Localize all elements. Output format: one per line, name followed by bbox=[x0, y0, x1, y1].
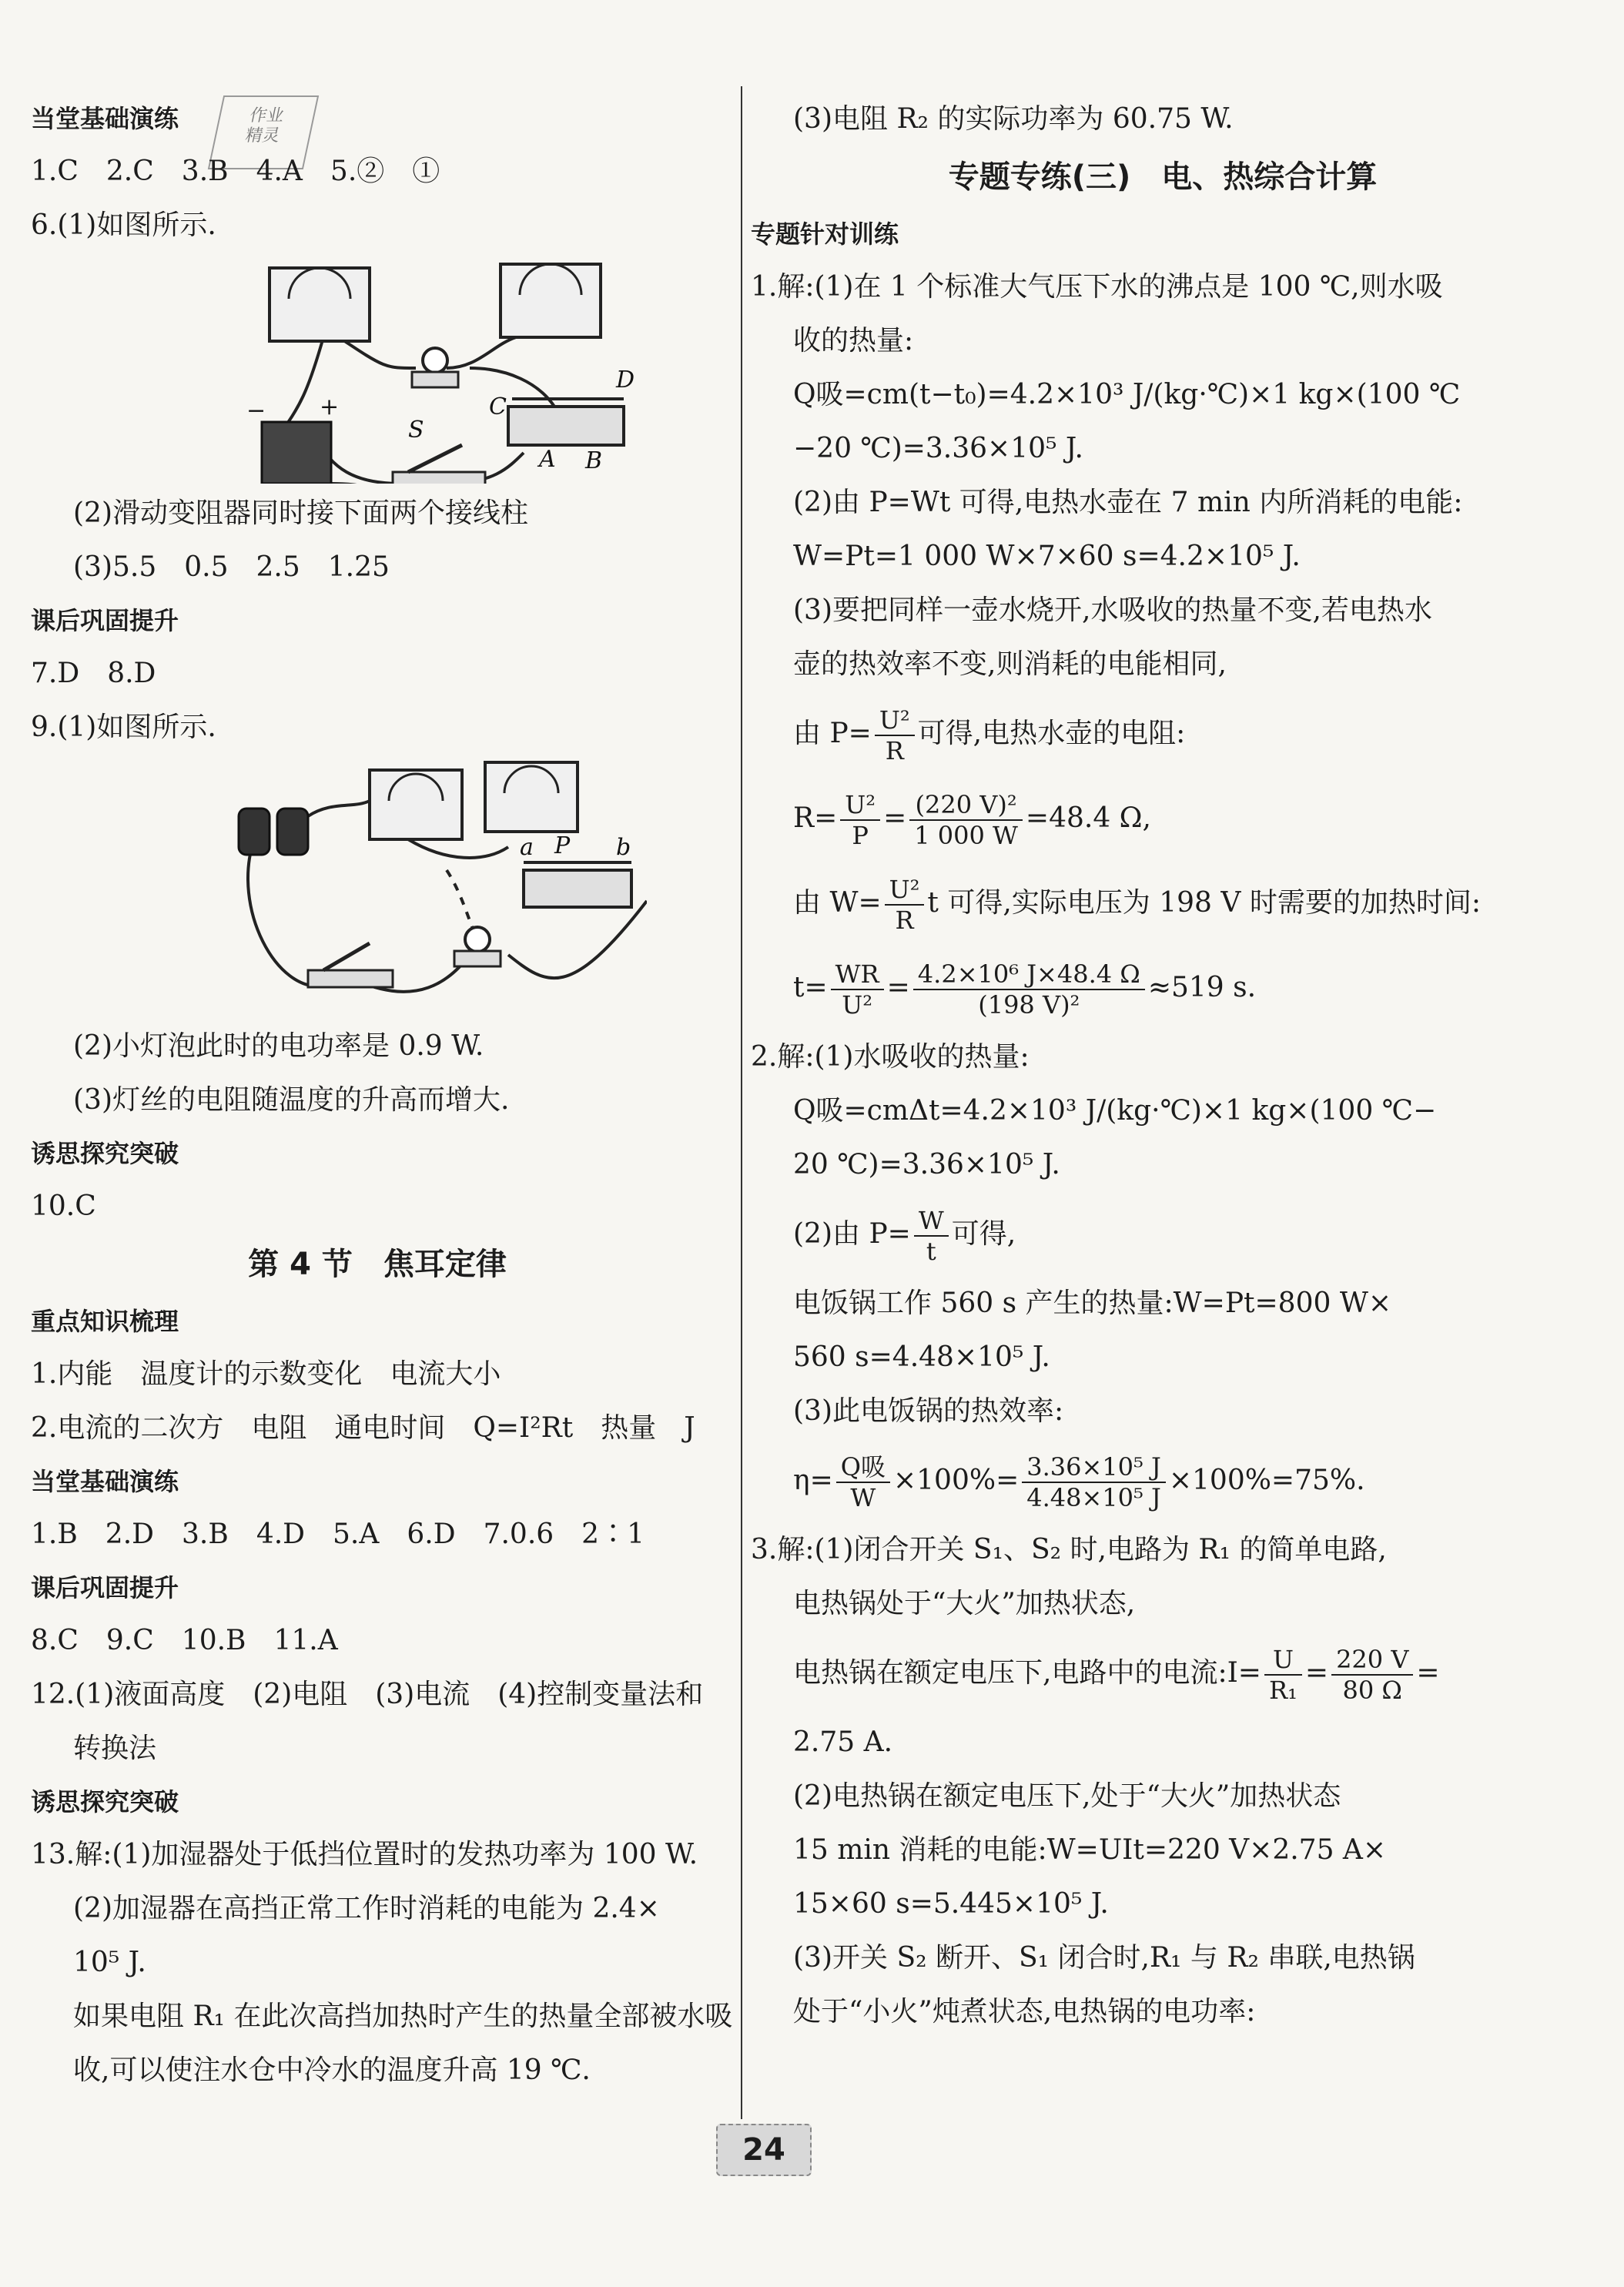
text-line: 电饭锅工作 560 s 产生的热量:W=Pt=800 W× bbox=[793, 1287, 1391, 1319]
text-line: 转换法 bbox=[73, 1733, 157, 1764]
text-line: 13.解:(1)加湿器处于低挡位置时的发热功率为 100 W. bbox=[31, 1839, 698, 1870]
battery-cell-icon bbox=[239, 809, 270, 855]
fig2 bbox=[216, 755, 724, 1020]
text-line: 560 s=4.48×10⁵ J. bbox=[793, 1341, 1050, 1373]
text-line: 收的热量: bbox=[793, 325, 914, 357]
text-line: 8.C 9.C 10.B 11.A bbox=[31, 1625, 338, 1656]
text-line: 2.解:(1)水吸收的热量: bbox=[751, 1041, 1030, 1073]
label-p: P bbox=[554, 832, 571, 859]
text-line: (3)此电饭锅的热效率: bbox=[793, 1395, 1064, 1427]
battery-cell-icon-2 bbox=[277, 809, 308, 855]
column-divider bbox=[741, 86, 742, 2119]
text-line: 9.(1)如图所示. bbox=[31, 712, 216, 743]
fraction: $\frac{\text{(220 V)²}}{1 000 W}$ bbox=[909, 790, 1023, 850]
fraction: $\frac{220 V}{80 \Omega}$ bbox=[1331, 1645, 1413, 1705]
text-line: (2)滑动变阻器同时接下面两个接线柱 bbox=[73, 497, 528, 529]
page-number: 24 bbox=[716, 2124, 812, 2176]
text-line: 收,可以使注水仓中冷水的温度升高 19 ℃. bbox=[73, 2054, 591, 2086]
fig1 bbox=[216, 253, 724, 487]
label-minus: − bbox=[246, 397, 266, 424]
text-line: (3)要把同样一壶水烧开,水吸收的热量不变,若电热水 bbox=[793, 594, 1432, 626]
label-b: b bbox=[616, 834, 631, 861]
text-line: 处于“小火”炖煮状态,电热锅的电功率: bbox=[793, 1996, 1256, 2027]
lamp-icon bbox=[465, 927, 490, 952]
text-line: 7.D 8.D bbox=[31, 658, 156, 689]
label-plus: + bbox=[320, 393, 340, 420]
label-b: B bbox=[585, 447, 603, 474]
section-title: 专题专练(三) 电、热综合计算 bbox=[948, 159, 1378, 195]
switch-icon bbox=[393, 472, 485, 484]
text-line: 3.解:(1)闭合开关 S₁、S₂ 时,电路为 R₁ 的简单电路, bbox=[751, 1534, 1387, 1565]
fraction: $\frac{W}{t}$ bbox=[914, 1206, 949, 1266]
text-line: −20 ℃)=3.36×10⁵ J. bbox=[793, 433, 1083, 464]
formula-f4: t= $\frac{WR}{\text{U²}}$ = $\frac{\text{4.2×10⁶ J×48.4 Ω}}{\text{(198 V)²}}$ ≈519 s. bbox=[793, 959, 1257, 1020]
text-line: 12.(1)液面高度 (2)电阻 (3)电流 (4)控制变量法和 bbox=[31, 1679, 704, 1710]
stamp-logo: 作业 精灵 bbox=[208, 95, 319, 169]
text-line: 10.C bbox=[31, 1190, 96, 1222]
section-heading: 诱思探究突破 bbox=[31, 1787, 179, 1817]
text-line: 20 ℃)=3.36×10⁵ J. bbox=[793, 1149, 1060, 1180]
text-line: Q吸=cmΔt=4.2×10³ J/(kg·℃)×1 kg×(100 ℃− bbox=[793, 1095, 1437, 1127]
text-line: 6.(1)如图所示. bbox=[31, 209, 216, 241]
fraction: $\frac{\text{U²}}{R}$ bbox=[875, 705, 915, 765]
fraction: $\frac{\text{U²}}{R}$ bbox=[885, 875, 925, 935]
left-column bbox=[31, 92, 733, 2098]
fraction: $\frac{U}{\text{R₁}}$ bbox=[1264, 1645, 1302, 1705]
fraction: $\frac{\text{Q吸}}{W}$ bbox=[836, 1452, 890, 1512]
voltmeter-icon bbox=[501, 264, 601, 337]
text-line: (2)小灯泡此时的电功率是 0.9 W. bbox=[73, 1030, 484, 1062]
text-line: (3)电阻 R₂ 的实际功率为 60.75 W. bbox=[793, 103, 1234, 135]
right-column bbox=[751, 92, 1575, 2039]
voltmeter-icon bbox=[485, 762, 578, 832]
text-line: (2)加湿器在高挡正常工作时消耗的电能为 2.4× bbox=[73, 1893, 660, 1924]
text-line: Q吸=cm(t−t₀)=4.2×10³ J/(kg·℃)×1 kg×(100 ℃ bbox=[793, 379, 1461, 410]
battery-icon bbox=[262, 422, 331, 484]
text-line: (2)由 P=Wt 可得,电热水壶在 7 min 内所消耗的电能: bbox=[793, 487, 1463, 518]
section-heading: 当堂基础演练 bbox=[31, 1467, 179, 1496]
switch-icon bbox=[308, 970, 393, 987]
formula-f2: R= $\frac{\text{U²}}{P}$ = $\frac{\text{(220 V)²}}{1 000 W}$ =48.4 Ω, bbox=[793, 790, 1151, 850]
formula-f3: 由 W= $\frac{\text{U²}}{R}$ t 可得,实际电压为 198 V 时需要的加热时间: bbox=[793, 875, 1481, 935]
text-line: (3)5.5 0.5 2.5 1.25 bbox=[73, 551, 390, 583]
text-line: 10⁵ J. bbox=[73, 1947, 146, 1978]
text-line: 如果电阻 R₁ 在此次高挡加热时产生的热量全部被水吸 bbox=[73, 2001, 733, 2032]
text-line: 2.75 A. bbox=[793, 1726, 893, 1758]
text-line: 壶的热效率不变,则消耗的电能相同, bbox=[793, 648, 1227, 680]
ammeter-icon bbox=[370, 770, 462, 839]
formula-f7: 电热锅在额定电压下,电路中的电流:I= $\frac{U}{\text{R₁}}$ = $\frac{220 V}{80 \Omega}$ = bbox=[793, 1645, 1440, 1705]
text-line: W=Pt=1 000 W×7×60 s=4.2×10⁵ J. bbox=[793, 541, 1301, 572]
text-line: 电热锅处于“大火”加热状态, bbox=[793, 1588, 1136, 1619]
text-line: 15 min 消耗的电能:W=UIt=220 V×2.75 A× bbox=[793, 1834, 1387, 1866]
fraction: $\frac{\text{4.2×10⁶ J×48.4 Ω}}{\text{(198 V)²}}$ bbox=[913, 959, 1145, 1020]
formula-f5: (2)由 P= $\frac{W}{t}$ 可得, bbox=[793, 1206, 1016, 1266]
rheostat-icon bbox=[508, 407, 624, 445]
section-heading: 课后巩固提升 bbox=[31, 1573, 179, 1602]
formula-f1: 由 P= $\frac{\text{U²}}{R}$ 可得,电热水壶的电阻: bbox=[793, 705, 1186, 765]
fraction: $\frac{\text{U²}}{P}$ bbox=[840, 790, 880, 850]
section-heading: 当堂基础演练 bbox=[31, 104, 179, 133]
section-heading: 专题针对训练 bbox=[751, 219, 899, 249]
label-a: a bbox=[520, 834, 534, 861]
circuit-diagram-1 bbox=[216, 253, 647, 484]
fraction: $\frac{WR}{\text{U²}}$ bbox=[831, 959, 884, 1020]
formula-f6: η= $\frac{\text{Q吸}}{W}$ ×100%= $\frac{\text{3.36×10⁵ J}}{\text{4.48×10⁵ J}}$ ×100%=75%. bbox=[793, 1452, 1365, 1512]
label-c: C bbox=[489, 393, 507, 420]
text-line: 1.B 2.D 3.B 4.D 5.A 6.D 7.0.6 2∶1 bbox=[31, 1519, 645, 1550]
ammeter-icon bbox=[270, 268, 370, 341]
text-line: 2.电流的二次方 电阻 通电时间 Q=I²Rt 热量 J bbox=[31, 1412, 695, 1444]
text-line: 1.C 2.C 3.B 4.A 5.② ① bbox=[31, 156, 440, 187]
text-line: 1.解:(1)在 1 个标准大气压下水的沸点是 100 ℃,则水吸 bbox=[751, 271, 1443, 303]
section-heading: 诱思探究突破 bbox=[31, 1139, 179, 1168]
text-line: (3)灯丝的电阻随温度的升高而增大. bbox=[73, 1084, 510, 1116]
text-line: 1.内能 温度计的示数变化 电流大小 bbox=[31, 1358, 501, 1390]
text-line: (3)开关 S₂ 断开、S₁ 闭合时,R₁ 与 R₂ 串联,电热锅 bbox=[793, 1942, 1415, 1974]
section-heading: 课后巩固提升 bbox=[31, 606, 179, 635]
circuit-diagram-2 bbox=[216, 755, 647, 1016]
rheostat-icon bbox=[524, 870, 631, 907]
label-d: D bbox=[616, 367, 635, 393]
section-heading: 重点知识梳理 bbox=[31, 1307, 179, 1336]
text-line: (2)电热锅在额定电压下,处于“大火”加热状态 bbox=[793, 1780, 1341, 1812]
section-title: 第 4 节 焦耳定律 bbox=[248, 1247, 507, 1282]
fraction: $\frac{\text{3.36×10⁵ J}}{\text{4.48×10⁵ J}}$ bbox=[1022, 1452, 1166, 1512]
label-s: S bbox=[408, 417, 424, 444]
lamp-icon bbox=[423, 348, 447, 373]
text-line: 15×60 s=5.445×10⁵ J. bbox=[793, 1888, 1109, 1920]
label-a: A bbox=[539, 446, 556, 473]
